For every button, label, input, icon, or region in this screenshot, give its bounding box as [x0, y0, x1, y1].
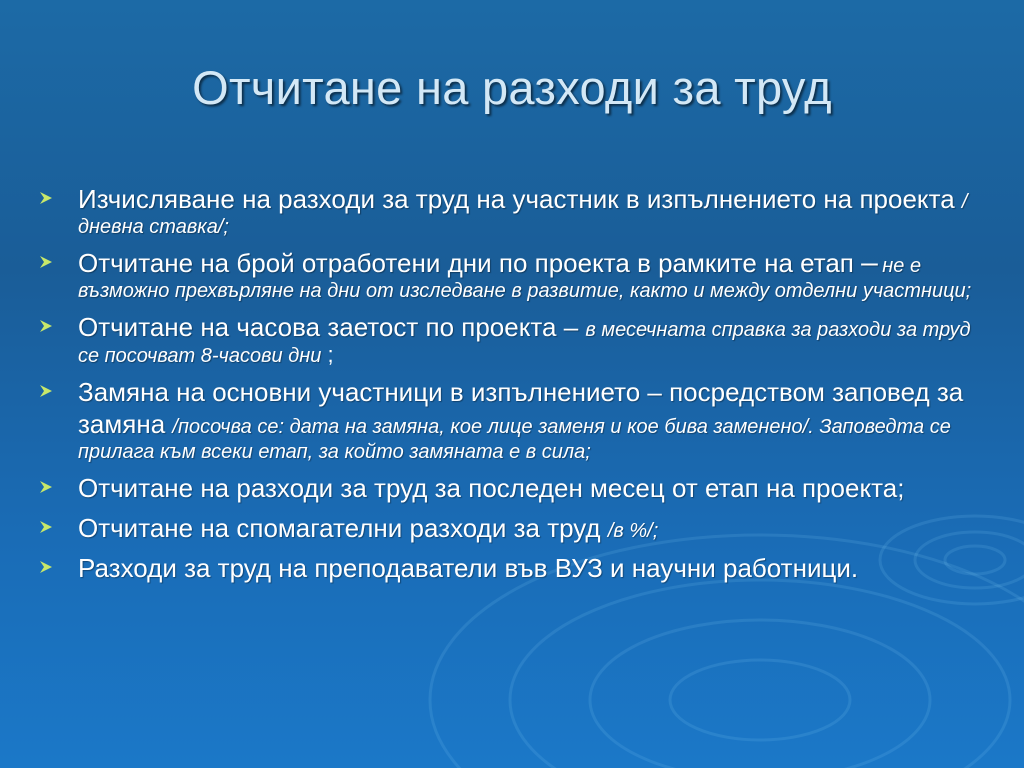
arrow-bullet-icon	[38, 318, 54, 334]
arrow-bullet-icon	[38, 519, 54, 535]
bullet-text: Замяна на основни участници в изпълнението – посредством заповед за замяна	[78, 377, 964, 439]
bullet-note: /дневна ставка/;	[78, 191, 968, 238]
bullet-note: не е възможно прехвърляне на дни от изследване в развитие, както и между отделни участници;	[78, 255, 972, 302]
bullet-item	[38, 552, 988, 584]
slide-title: Отчитане на разходи за труд	[192, 61, 832, 114]
bullet-note: /посочва се: дата на замяна, кое лице заменя и кое бива заменено/. Заповедта се прилага към всеки етап, за който замяната е в сила;	[78, 416, 951, 463]
arrow-bullet-icon	[38, 479, 54, 495]
bullet-note: /в %/;	[607, 520, 659, 542]
bullet-text: Отчитане на брой отработени дни по проекта в рамките на етап	[78, 248, 862, 278]
arrow-bullet-icon	[38, 559, 54, 575]
bullet-text: Отчитане на спомагателни разходи за труд	[78, 513, 608, 543]
bullet-tail: ;	[321, 342, 334, 367]
bullet-item	[38, 311, 988, 368]
arrow-bullet-icon	[38, 190, 54, 206]
bullet-dash: –	[861, 246, 878, 279]
bullet-text: Отчитане на часова заетост по проекта –	[78, 312, 586, 342]
bullet-item	[38, 376, 988, 464]
bullet-item	[38, 183, 988, 239]
arrow-bullet-icon	[38, 254, 54, 270]
bullet-item	[38, 472, 988, 504]
bullet-text: Разходи за труд на преподаватели във ВУЗ и научни работници.	[78, 553, 859, 583]
bullet-text: Изчисляване на разходи за труд на участник в изпълнението на проекта	[78, 184, 962, 214]
bullet-text: Отчитане на разходи за труд за последен месец от етап на проекта;	[78, 473, 905, 503]
bullet-note: в месечната справка за разходи за труд се посочват 8-часови дни	[78, 319, 971, 367]
bullet-item	[38, 512, 988, 544]
bullet-item	[38, 247, 988, 303]
bullet-list	[38, 183, 988, 592]
arrow-bullet-icon	[38, 383, 54, 399]
